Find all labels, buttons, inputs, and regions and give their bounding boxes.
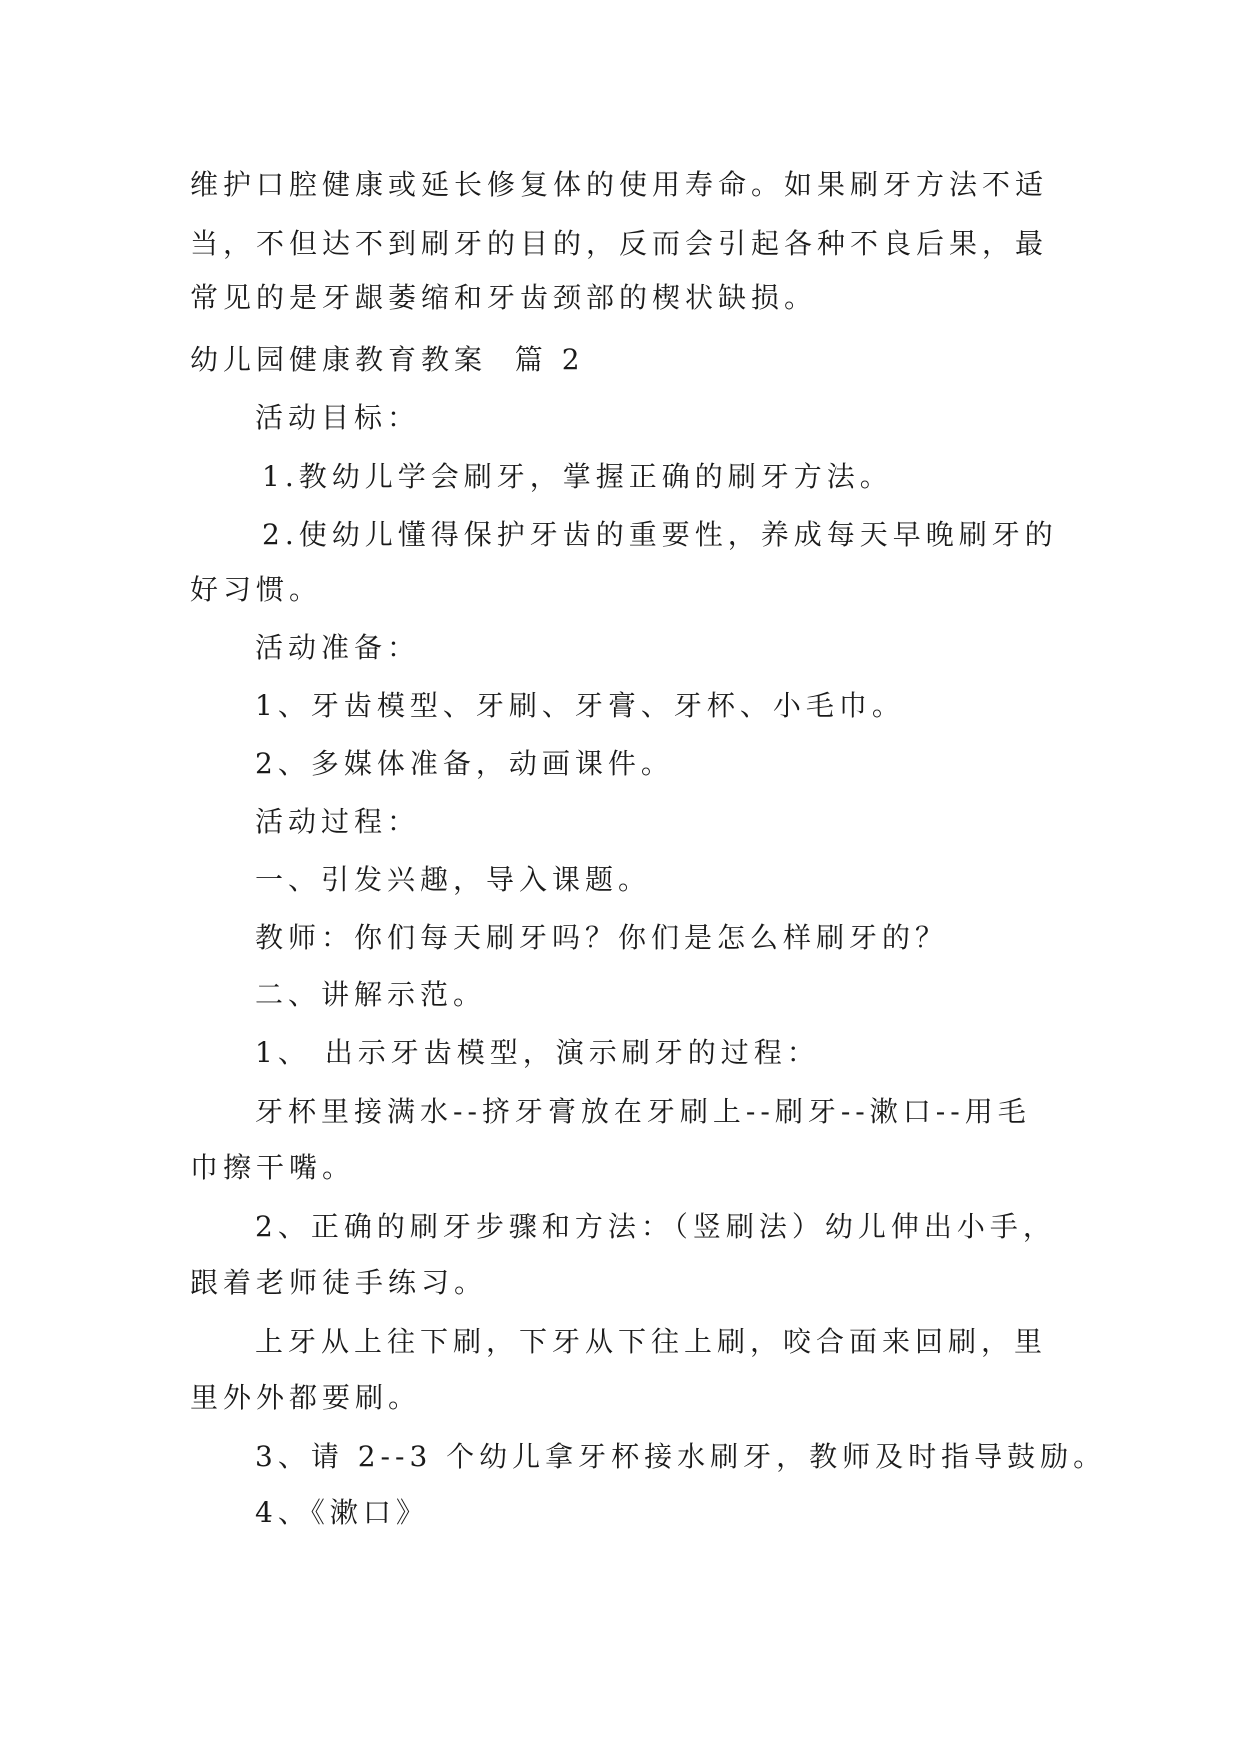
- subheading-goals: 活动目标：: [255, 401, 421, 434]
- body-text-line: 教师：你们每天刷牙吗？你们是怎么样刷牙的？: [255, 921, 949, 954]
- process-step: 二、讲解示范。: [255, 978, 487, 1011]
- preparation-item: 2、多媒体准备，动画课件。: [255, 747, 674, 780]
- process-substep: 1、 出示牙齿模型，演示刷牙的过程：: [255, 1036, 820, 1069]
- process-step: 一、引发兴趣，导入课题。: [255, 863, 652, 896]
- body-text-line: 巾擦干嘴。: [190, 1151, 356, 1184]
- body-text-line: 牙杯里接满水--挤牙膏放在牙刷上--刷牙--漱口--用毛: [255, 1095, 1031, 1128]
- section-heading: 幼儿园健康教育教案 篇 2: [190, 343, 585, 376]
- body-text-line: 维护口腔健康或延长修复体的使用寿命。如果刷牙方法不适: [190, 168, 1049, 201]
- body-text-line: 当，不但达不到刷牙的目的，反而会引起各种不良后果，最: [190, 227, 1049, 260]
- body-text-line: 里外外都要刷。: [190, 1381, 422, 1414]
- goal-item: 1.教幼儿学会刷牙，掌握正确的刷牙方法。: [262, 460, 893, 493]
- subheading-process: 活动过程：: [255, 805, 421, 838]
- body-text-line: 跟着老师徒手练习。: [190, 1266, 488, 1299]
- preparation-item: 1、牙齿模型、牙刷、牙膏、牙杯、小毛巾。: [255, 689, 905, 722]
- body-text-line: 上牙从上往下刷，下牙从下往上刷，咬合面来回刷，里: [255, 1325, 1048, 1358]
- body-text-line: 常见的是牙龈萎缩和牙齿颈部的楔状缺损。: [190, 281, 818, 314]
- goal-item: 2.使幼儿懂得保护牙齿的重要性，养成每天早晚刷牙的: [262, 518, 1058, 551]
- process-substep: 4、《漱口》: [255, 1496, 429, 1529]
- process-substep: 2、正确的刷牙步骤和方法：（竖刷法）幼儿伸出小手，: [255, 1210, 1056, 1243]
- process-substep: 3、请 2--3 个幼儿拿牙杯接水刷牙，教师及时指导鼓励。: [255, 1440, 1107, 1473]
- body-text-line: 好习惯。: [190, 573, 323, 606]
- subheading-preparation: 活动准备：: [255, 631, 421, 664]
